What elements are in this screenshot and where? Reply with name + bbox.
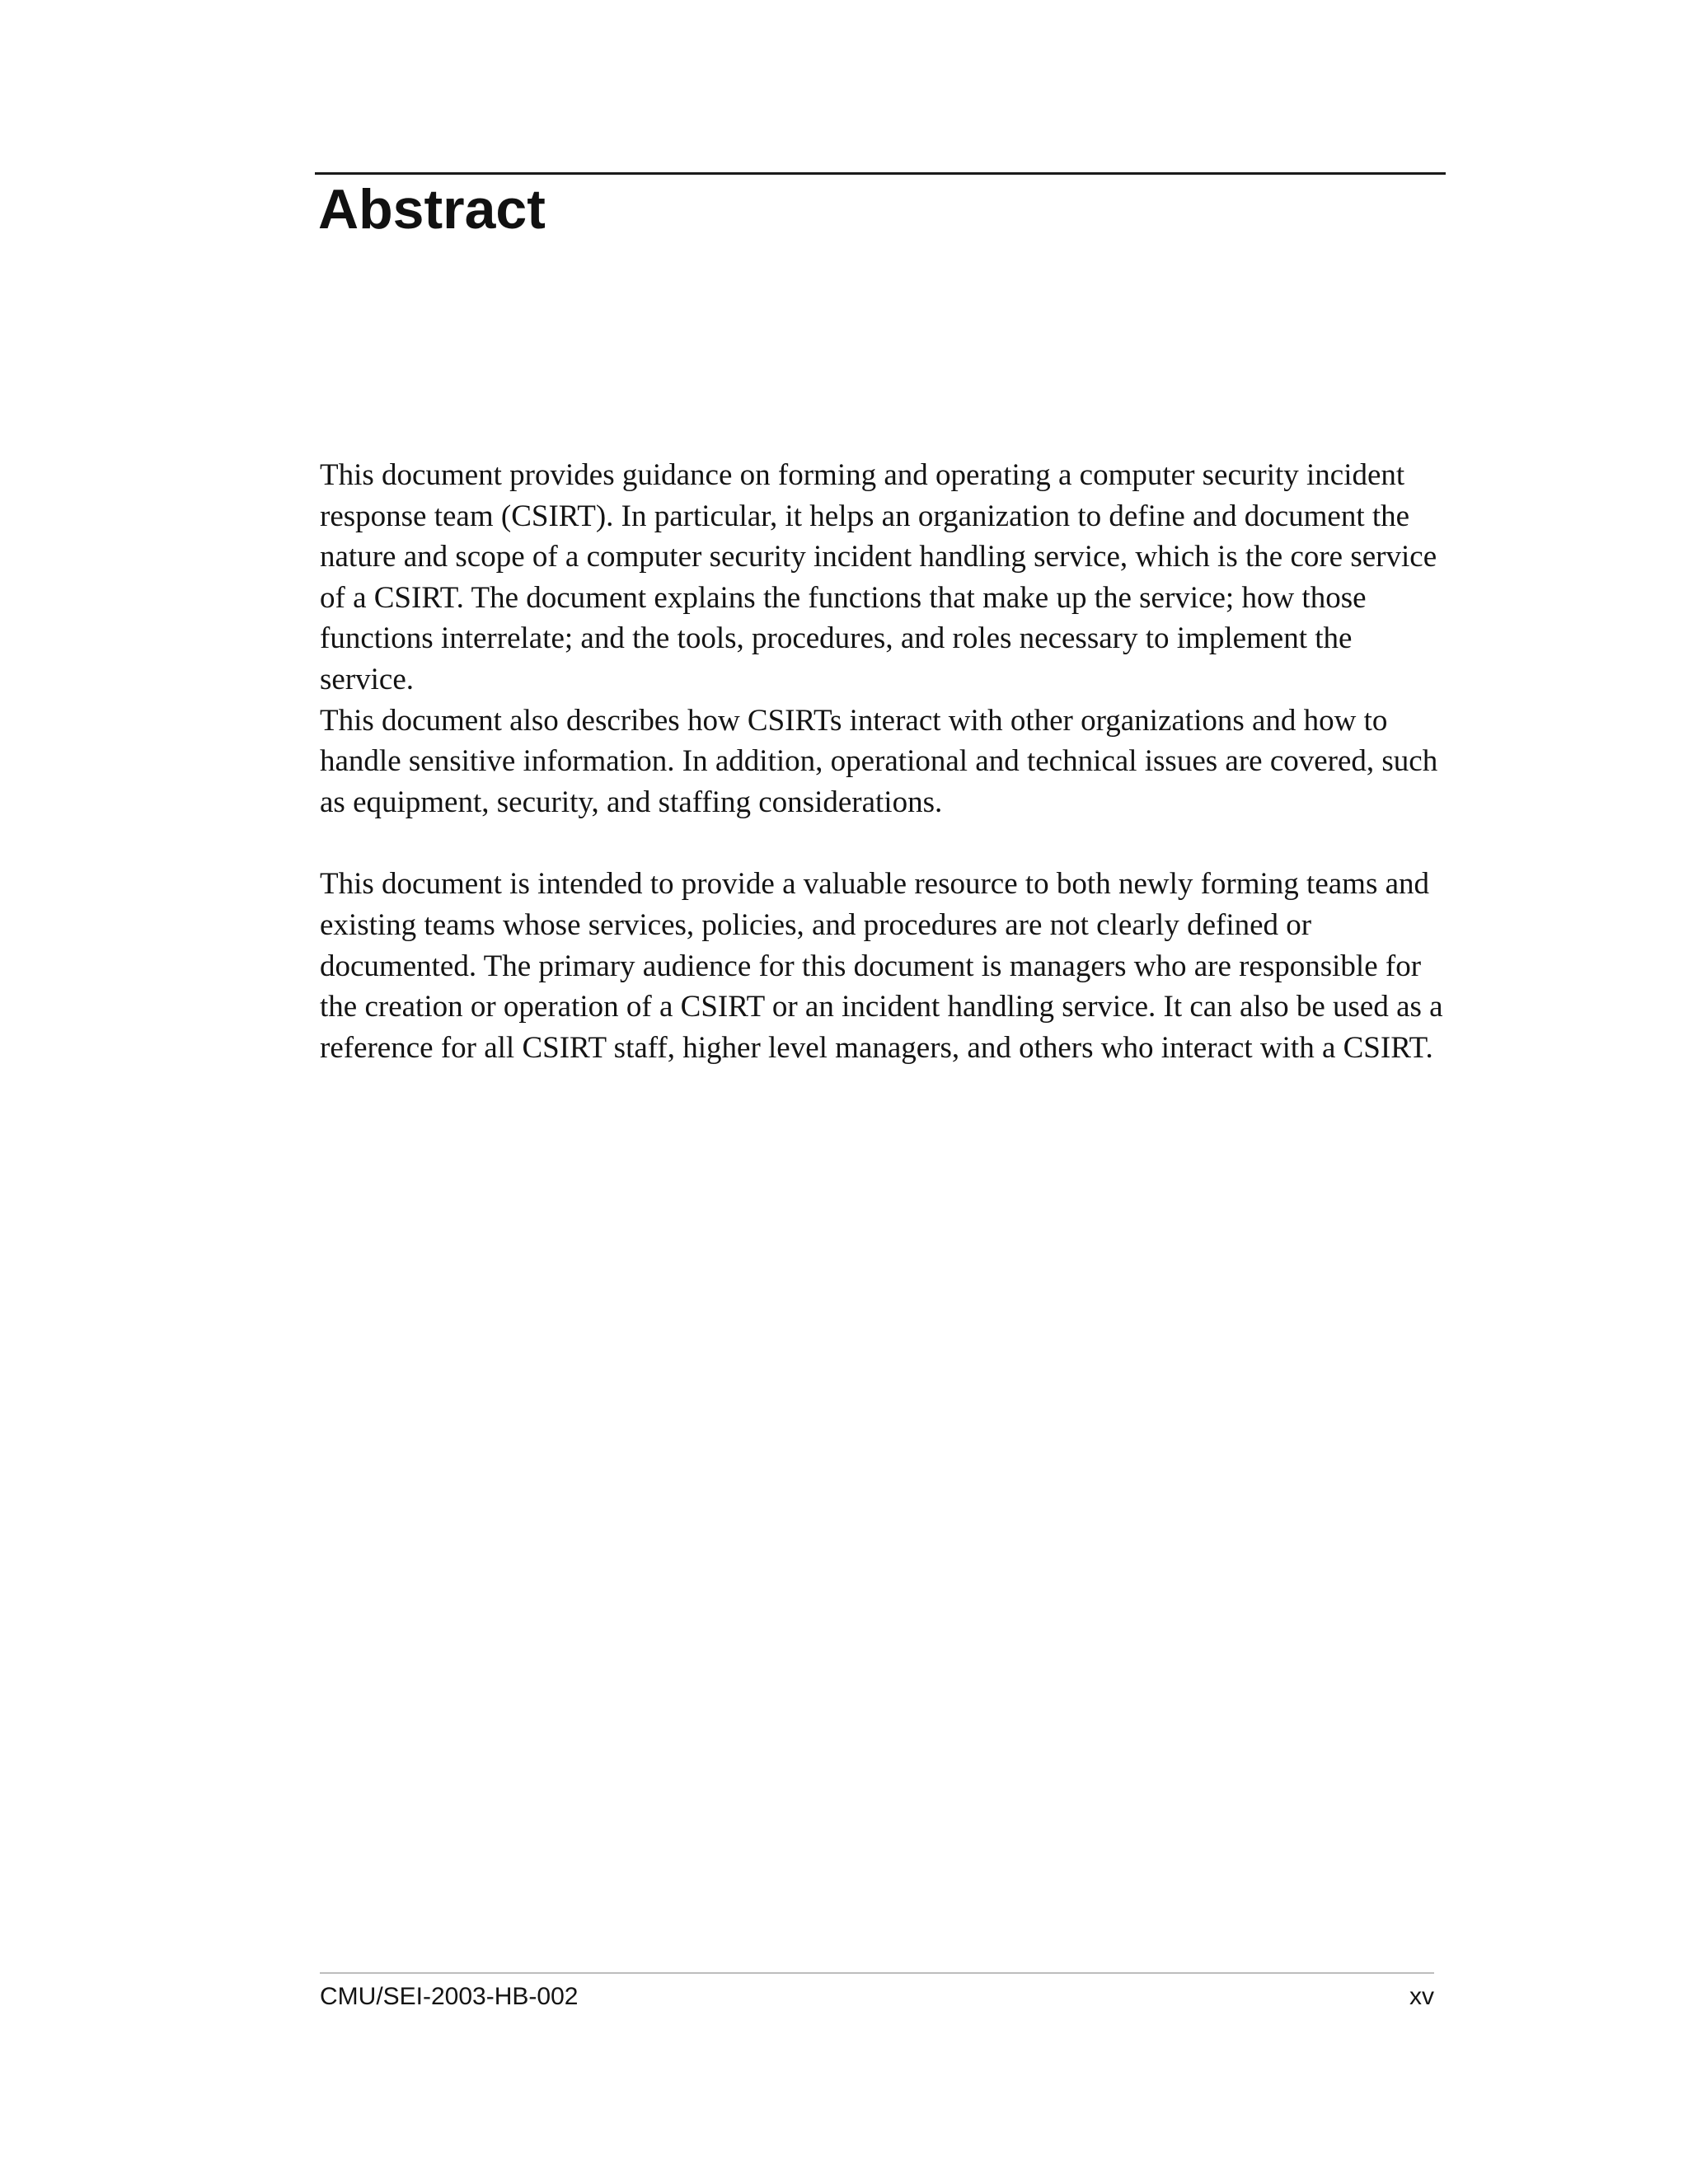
footer-page-number: xv xyxy=(1409,1983,1434,2010)
abstract-paragraph-2: This document is intended to provide a valuable resource to both newly forming teams and existing teams whose services, policies, and procedures are not clearly defined or documented. The primary audience for this document is managers who are responsible for the creation or operation of a CSIRT or an incident handling service. It can also be used as a reference for all CSIRT staff, higher level managers, and others who interact with a CSIRT. xyxy=(320,867,1443,1065)
footer-rule xyxy=(320,1972,1434,1974)
page-title: Abstract xyxy=(318,178,546,241)
footer-document-id: CMU/SEI-2003-HB-002 xyxy=(320,1983,579,2010)
abstract-paragraph-1: This document provides guidance on forming and operating a computer security incident response team (CSIRT). In particular, it helps an organization to define and document the nature and scope of a computer security incident handling service, which is the core service of a CSIRT. The document explains the functions that make up the service; how those functions interrelate; and the tools, procedures, and roles necessary to implement the service. This document also describes how CSIRTs interact with other organizations and how to handle sensitive information. In addition, operational and technical issues are covered, such as equipment, security, and staffing considerations. xyxy=(320,458,1438,819)
abstract-body xyxy=(320,455,1449,1109)
